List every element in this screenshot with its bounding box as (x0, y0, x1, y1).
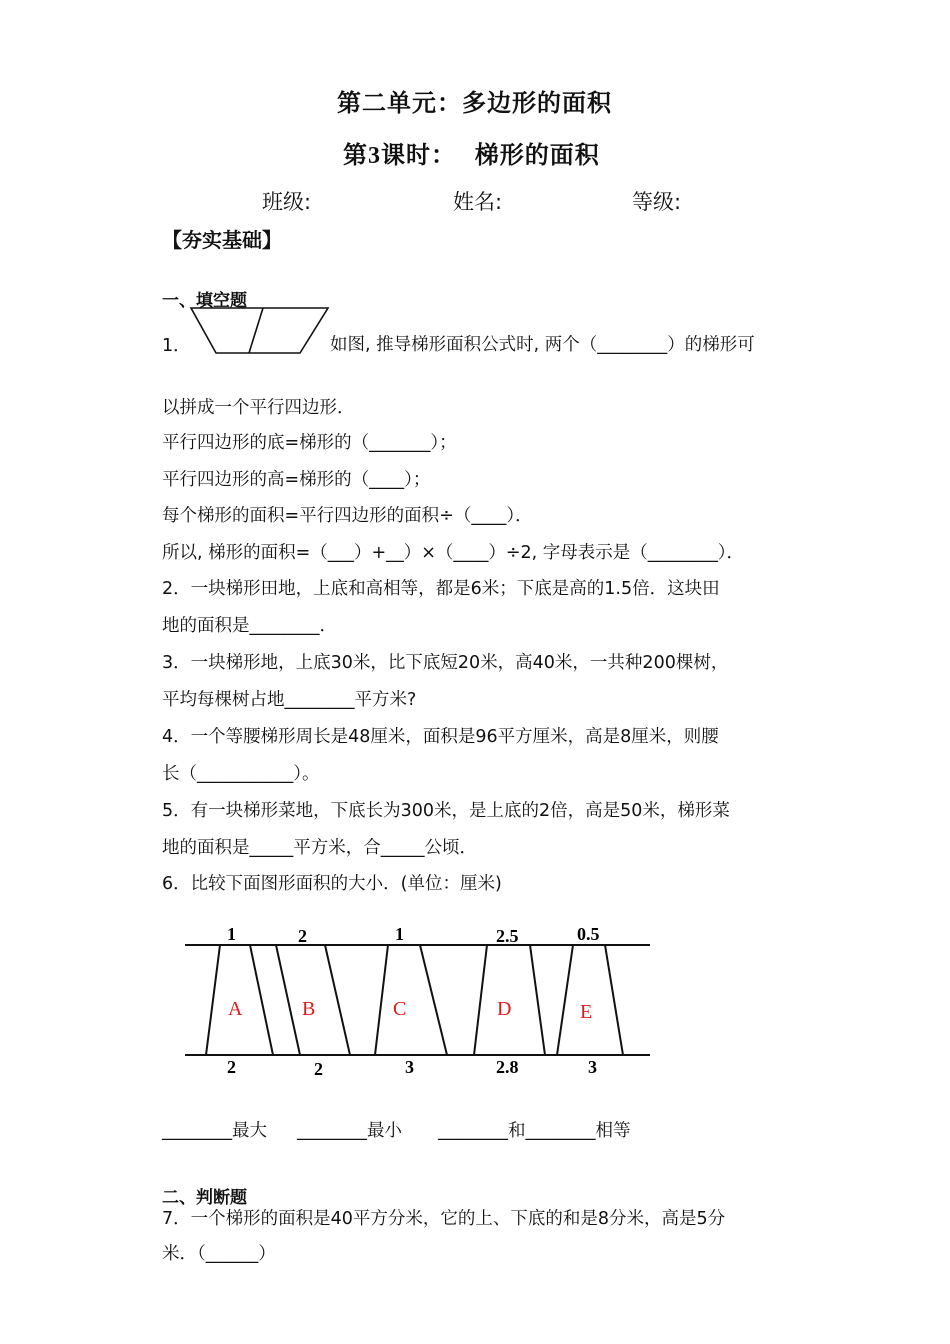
q6-blank-1[interactable]: ________ (162, 1121, 232, 1141)
q6-blank-2[interactable]: ________ (297, 1121, 367, 1141)
class-label: 班级: (262, 190, 312, 214)
trapezoid-b-top-label: 2 (298, 926, 307, 946)
q2-line1: 2．一块梯形田地，上底和高相等，都是6米；下底是高的1.5倍．这块田 (162, 579, 720, 599)
part2-title: 二、判断题 (162, 1188, 247, 1208)
trapezoid-d-bottom-label: 2.8 (496, 1057, 519, 1077)
trapezoid-b-bottom-label: 2 (314, 1059, 323, 1079)
q1-line3: 平行四边形的底=梯形的（_______）； (162, 433, 457, 453)
q3-line2: 平均每棵树占地________平方米? (162, 690, 417, 710)
name-label: 姓名: (453, 190, 503, 214)
trapezoid-e (557, 945, 623, 1055)
lesson-title (343, 135, 600, 170)
q6-label-largest: 最大 (232, 1121, 267, 1141)
q1-parallelogram-figure (188, 305, 330, 357)
trapezoid-a-bottom-label: 2 (227, 1057, 236, 1077)
page-title: 第二单元：多边形的面积 (337, 89, 612, 117)
q6-blank-3[interactable]: ________ (438, 1121, 508, 1141)
lesson-title-rest: 课时： 梯形的面积 (381, 141, 600, 169)
q6-label-and: 和 (508, 1121, 526, 1141)
trapezoid-e-top-label: 0.5 (577, 924, 600, 944)
section-heading: 【夯实基础】 (162, 228, 282, 252)
q6-label-equal: 相等 (595, 1121, 631, 1141)
trapezoid-e-letter: E (580, 1001, 593, 1023)
q1-figure-outline (191, 308, 328, 353)
q6-line1: 6．比较下面图形面积的大小．(单位：厘米) (162, 874, 502, 894)
q1-line4: 平行四边形的高=梯形的（____）； (162, 470, 431, 490)
q1-line5: 每个梯形的面积=平行四边形的面积÷（____）． (162, 506, 533, 526)
grade-label: 等级: (632, 190, 682, 214)
trapezoid-d-top-label: 2.5 (496, 926, 519, 946)
q3-line1: 3．一块梯形地，上底30米，比下底短20米，高40米，一共种200棵树， (162, 653, 729, 673)
q4-line1: 4．一个等腰梯形周长是48厘米，面积是96平方厘米，高是8厘米，则腰 (162, 727, 719, 747)
q1-line1: 如图, 推导梯形面积公式时, 两个（________）的梯形可 (330, 335, 755, 355)
trapezoid-a-letter: A (228, 998, 243, 1020)
lesson-title-prefix: 第 (343, 141, 368, 169)
q1-line6: 所以, 梯形的面积=（___）+__）×（____）÷2, 字母表示是（________）． (162, 543, 745, 563)
q1-line2: 以拼成一个平行四边形． (162, 398, 355, 418)
trapezoid-c-letter: C (393, 998, 407, 1020)
trapezoid-c-bottom-label: 3 (405, 1057, 414, 1077)
q6-label-smallest: 最小 (367, 1121, 402, 1141)
q4-line2: 长（___________）。 (162, 764, 320, 784)
q6-answer-line (162, 1123, 631, 1141)
q5-line1: 5．有一块梯形菜地，下底长为300米，是上底的2倍，高是50米，梯形菜 (162, 801, 730, 821)
trapezoid-b-letter: B (302, 998, 316, 1020)
q1-figure-divider (249, 308, 263, 353)
trapezoid-e-bottom-label: 3 (588, 1057, 597, 1077)
q7-line1: 7．一个梯形的面积是40平方分米，它的上、下底的和是8分米，高是5分 (162, 1209, 726, 1229)
trapezoid-c-top-label: 1 (395, 924, 404, 944)
trapezoid-comparison-figure (180, 918, 655, 1083)
q2-line2: 地的面积是________． (162, 616, 337, 636)
q7-line2: 米．（______） (162, 1244, 276, 1264)
trapezoid-d-letter: D (497, 998, 512, 1020)
q1-number: 1． (162, 336, 191, 356)
trapezoid-c (375, 945, 447, 1055)
part1-title: 一、填空题 (162, 291, 247, 311)
lesson-number: 3 (368, 143, 381, 169)
q6-blank-4[interactable]: ________ (525, 1121, 596, 1141)
trapezoid-a-top-label: 1 (227, 924, 236, 944)
q5-line2: 地的面积是_____平方米，合_____公顷． (162, 838, 477, 858)
